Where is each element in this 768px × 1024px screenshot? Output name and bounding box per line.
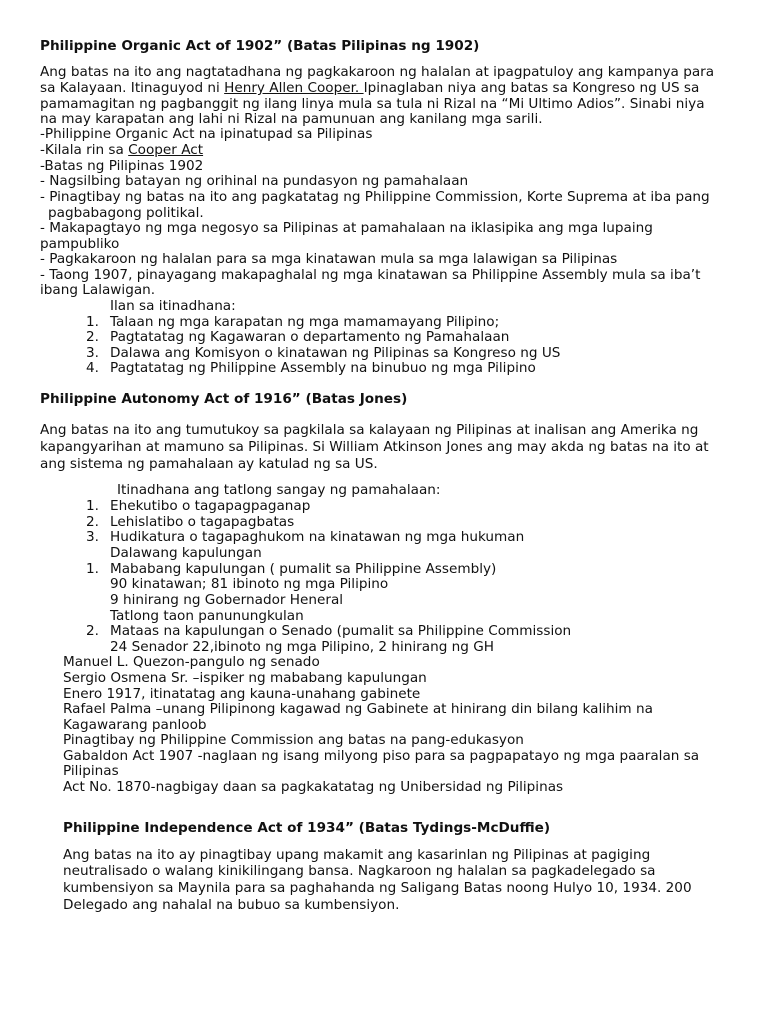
paragraph-line: ang sistema ng pamahalaan ay katulad ng sa US.: [40, 456, 378, 472]
list-number: 1.: [86, 498, 99, 514]
note-line: Manuel L. Quezon-pangulo ng senado: [63, 654, 320, 670]
list-intro: Ilan sa itinadhana:: [110, 298, 236, 314]
list-number: 1.: [86, 561, 99, 577]
list-number: 2.: [86, 329, 99, 345]
text-run: sa Kalayaan. Itinaguyod ni: [40, 80, 225, 96]
bullet-line-continued: pagbabagong politikal.: [48, 205, 204, 221]
list-number: 3.: [86, 345, 99, 361]
text-run: Ipinaglaban niya ang batas sa Kongreso ng US sa: [363, 80, 700, 96]
section-heading-autonomy-act: Philippine Autonomy Act of 1916” (Batas Jones): [40, 391, 408, 407]
note-line: Pinagtibay ng Philippine Commission ang batas na pang-edukasyon: [63, 732, 524, 748]
list-item: Lehislatibo o tagapagbatas: [110, 514, 295, 530]
paragraph-line: kapangyarihan at mamuno sa Pilipinas. Si William Atkinson Jones ang may akda ng batas na ito at: [40, 439, 709, 455]
bullet-line-continued: ibang Lalawigan.: [40, 282, 156, 298]
note-line: Pilipinas: [63, 763, 119, 779]
list-item: Mababang kapulungan ( pumalit sa Philippine Assembly): [110, 561, 497, 577]
list-number: 2.: [86, 514, 99, 530]
note-line: Enero 1917, itinatatag ang kauna-unahang gabinete: [63, 686, 421, 702]
bullet-line: -Philippine Organic Act na ipinatupad sa Pilipinas: [40, 126, 373, 142]
paragraph-line: Delegado ang nahalal na bubuo sa kumbensiyon.: [63, 897, 400, 913]
paragraph-line: neutralisado o walang kinikilingang bansa. Nagkaroon ng halalan sa pagkadelegado sa: [63, 863, 656, 879]
bullet-line: - Makapagtayo ng mga negosyo sa Pilipinas at pamahalaan na iklasipika ang mga lupaing: [40, 220, 653, 236]
list-item: Pagtatatag ng Kagawaran o departamento ng Pamahalaan: [110, 329, 510, 345]
note-line: Kagawarang panloob: [63, 717, 207, 733]
section-heading-organic-act: Philippine Organic Act of 1902” (Batas Pilipinas ng 1902): [40, 38, 480, 54]
sub-item: 9 hinirang ng Gobernador Heneral: [110, 592, 344, 608]
list-number: 3.: [86, 529, 99, 545]
paragraph-line: Ang batas na ito ay pinagtibay upang makamit ang kasarinlan ng Pilipinas at pagiging: [63, 847, 651, 863]
link-henry-allen-cooper[interactable]: Henry Allen Cooper.: [224, 80, 364, 96]
paragraph-line: pamamagitan ng pagbanggit ng ilang linya mula sa tula ni Rizal na “Mi Ultimo Adios”. Sinabi niya: [40, 96, 705, 112]
list-intro: Itinadhana ang tatlong sangay ng pamahalaan:: [117, 482, 441, 498]
list-item: Dalawa ang Komisyon o kinatawan ng Pilipinas sa Kongreso ng US: [110, 345, 561, 361]
bullet-line: - Taong 1907, pinayagang makapaghalal ng mga kinatawan sa Philippine Assembly mula sa iba’t: [40, 267, 701, 283]
bullet-line-continued: pampubliko: [40, 236, 120, 252]
bullet-line: - Pinagtibay ng batas na ito ang pagkatatag ng Philippine Commission, Korte Suprema at iba pang: [40, 189, 710, 205]
sub-item: Tatlong taon panunungkulan: [110, 608, 304, 624]
bullet-line: -Batas ng Pilipinas 1902: [40, 158, 204, 174]
list-item: Talaan ng mga karapatan ng mga mamamayang Pilipino;: [110, 314, 500, 330]
paragraph-line: kumbensiyon sa Maynila para sa paghahanda ng Saligang Batas noong Hulyo 10, 1934. 200: [63, 880, 692, 896]
list-item: Pagtatatag ng Philippine Assembly na binubuo ng mga Pilipino: [110, 360, 536, 376]
note-line: Sergio Osmena Sr. –ispiker ng mababang kapulungan: [63, 670, 427, 686]
list-item: Ehekutibo o tagapagpaganap: [110, 498, 311, 514]
bullet-line: - Nagsilbing batayan ng orihinal na pundasyon ng pamahalaan: [40, 173, 469, 189]
list-number: 2.: [86, 623, 99, 639]
note-line: Gabaldon Act 1907 -naglaan ng isang milyong piso para sa pagpapatayo ng mga paaralan sa: [63, 748, 700, 764]
paragraph-line: Ang batas na ito ang nagtatadhana ng pagkakaroon ng halalan at ipagpatuloy ang kampanya para: [40, 64, 715, 80]
section-heading-independence-act: Philippine Independence Act of 1934” (Batas Tydings-McDuffie): [63, 820, 551, 836]
paragraph-line: Ang batas na ito ang tumutukoy sa pagkilala sa kalayaan ng Pilipinas at inalisan ang Amerika ng: [40, 422, 699, 438]
bullet-line: [40, 142, 203, 158]
bullet-line: - Pagkakaroon ng halalan para sa mga kinatawan mula sa mga lalawigan sa Pilipinas: [40, 251, 618, 267]
sub-item: 24 Senador 22,ibinoto ng mga Pilipino, 2 hinirang ng GH: [110, 639, 494, 655]
list-number: 1.: [86, 314, 99, 330]
list-number: 4.: [86, 360, 99, 376]
paragraph-line: [40, 80, 699, 96]
list-item: Mataas na kapulungan o Senado (pumalit sa Philippine Commission: [110, 623, 572, 639]
subheading-dalawang-kapulungan: Dalawang kapulungan: [110, 545, 262, 561]
list-item: Hudikatura o tagapaghukom na kinatawan ng mga hukuman: [110, 529, 525, 545]
paragraph-line: na may karapatan ang lahi ni Rizal na pamunuan ang kanilang mga sarili.: [40, 111, 543, 127]
note-line: Rafael Palma –unang Pilipinong kagawad ng Gabinete at hinirang din bilang kalihim na: [63, 701, 653, 717]
text-run: -Kilala rin sa: [40, 142, 129, 158]
sub-item: 90 kinatawan; 81 ibinoto ng mga Pilipino: [110, 576, 389, 592]
note-line: Act No. 1870-nagbigay daan sa pagkakatatag ng Unibersidad ng Pilipinas: [63, 779, 564, 795]
link-cooper-act[interactable]: Cooper Act: [128, 142, 204, 158]
